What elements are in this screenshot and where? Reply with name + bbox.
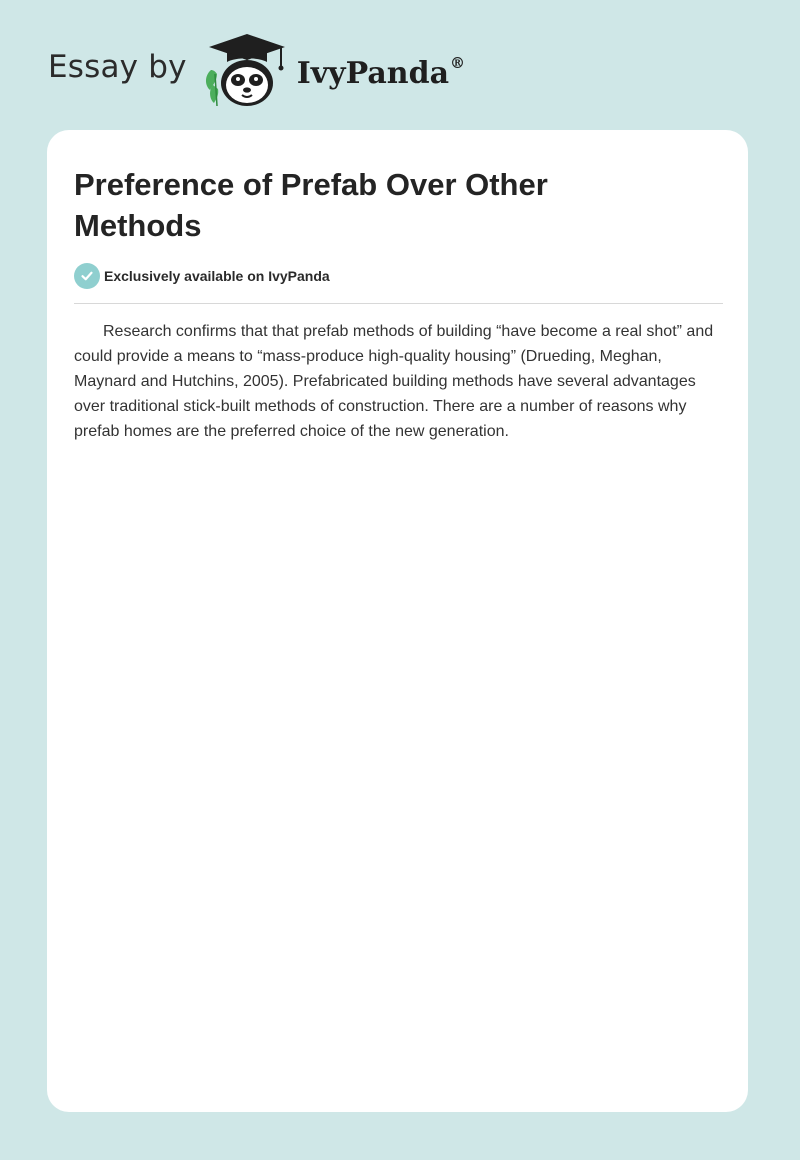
ivy-leaf-icon (206, 70, 218, 106)
site-header (48, 30, 465, 110)
brand-name-text: IvyPanda (296, 55, 450, 91)
brand-name[interactable] (296, 53, 466, 91)
exclusive-badge (74, 263, 330, 289)
page-title: Preference of Prefab Over Other Methods (74, 167, 548, 243)
registered-mark: ® (450, 53, 466, 72)
essay-by-label: Essay by (48, 49, 187, 85)
essay-card (47, 130, 748, 1112)
panda-face-icon (221, 60, 273, 106)
divider (74, 303, 723, 304)
ivypanda-logo-icon[interactable] (201, 30, 293, 110)
check-circle-icon (74, 263, 100, 289)
essay-paragraph: Research confirms that that prefab methods of building “have become a real shot” and could provide a means to “mass-produce high-quality housing” (Drueding, Meghan, Maynard and Hutchins, 2005). Prefabricated building methods have several advantages over traditional stick-built methods of construction. There are a number of reasons why prefab homes are the preferred choice of the new generation. (74, 323, 714, 440)
badge-label: Exclusively available on IvyPanda (104, 268, 330, 284)
